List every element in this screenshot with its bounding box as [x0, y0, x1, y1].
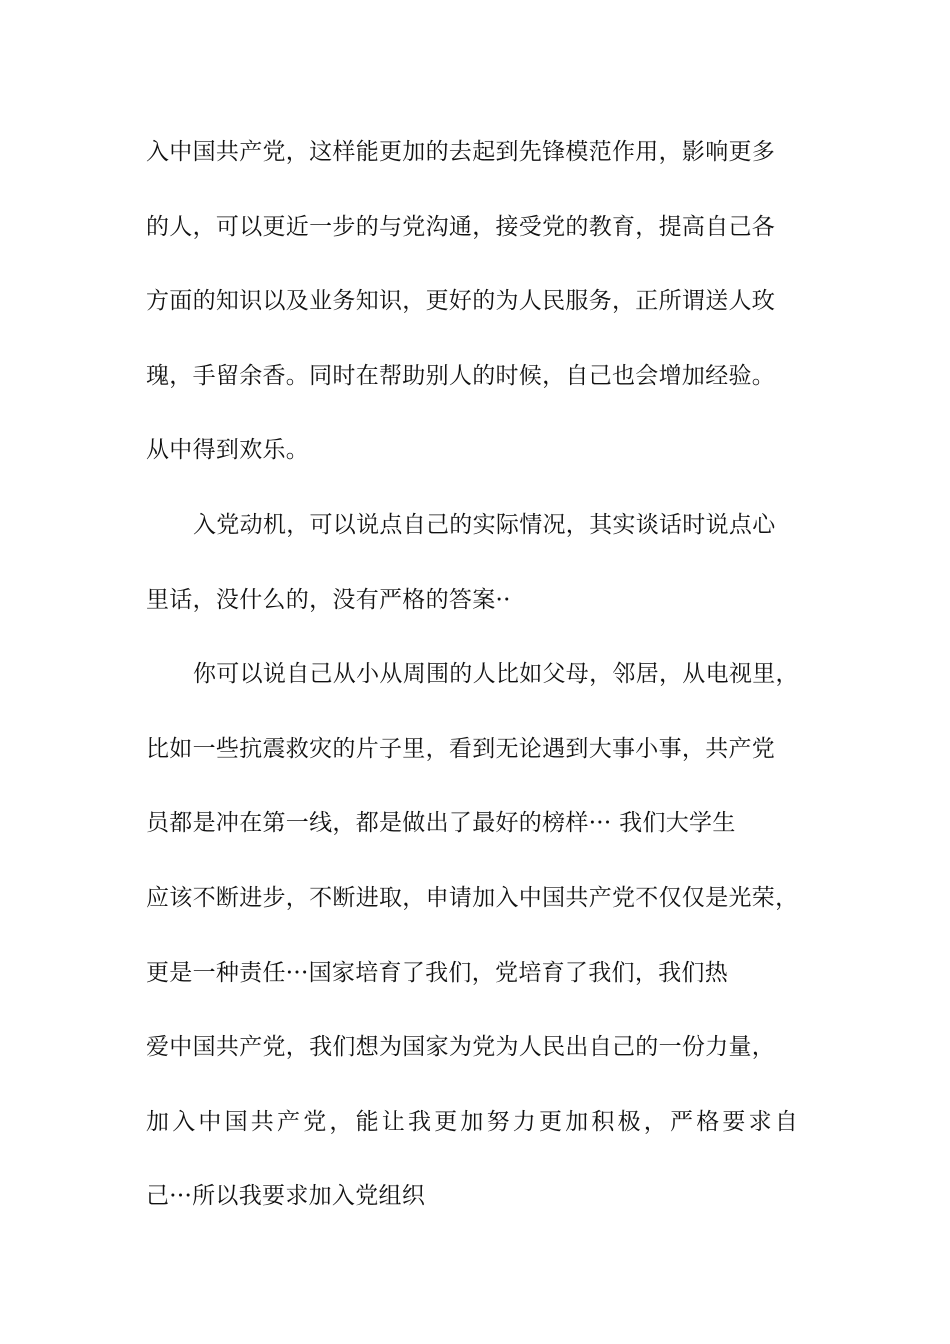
text-line: 里话，没什么的，没有严格的答案·· [146, 586, 511, 613]
paragraph-3 [146, 650, 826, 1247]
text-line: 己···所以我要求加入党组织 [146, 1183, 426, 1210]
document-body [146, 128, 826, 1247]
text-line: 瑰，手留余香。同时在帮助别人的时候，自己也会增加经验。 [146, 362, 776, 389]
text-line: 方面的知识以及业务知识，更好的为人民服务，正所谓送人玫 [146, 288, 776, 315]
text-line: 更是一种责任···国家培育了我们，党培育了我们，我们热 [146, 959, 729, 986]
text-line: 加入中国共产党，能让我更加努力更加积极，严格要求自 [146, 1108, 801, 1135]
text-line: 员都是冲在第一线，都是做出了最好的榜样··· 我们大学生 [146, 810, 736, 837]
text-line: 入中国共产党，这样能更加的去起到先锋模范作用，影响更多 [146, 139, 776, 165]
text-line: 应该不断进步，不断进取，申请加入中国共产党不仅仅是光荣， [146, 884, 799, 911]
text-line: 比如一些抗震救灾的片子里，看到无论遇到大事小事，共产党 [146, 735, 776, 762]
text-line: 的人，可以更近一步的与党沟通，接受党的教育，提高自己各 [146, 213, 776, 240]
text-line: 从中得到欢乐。 [146, 437, 310, 464]
text-line: 入党动机，可以说点自己的实际情况，其实谈话时说点心 [193, 511, 776, 538]
text-line: 爱中国共产党，我们想为国家为党为人民出自己的一份力量， [146, 1034, 776, 1061]
text-line: 你可以说自己从小从周围的人比如父母，邻居，从电视里， [193, 661, 799, 688]
paragraph-1 [146, 128, 826, 501]
paragraph-2 [146, 501, 826, 650]
